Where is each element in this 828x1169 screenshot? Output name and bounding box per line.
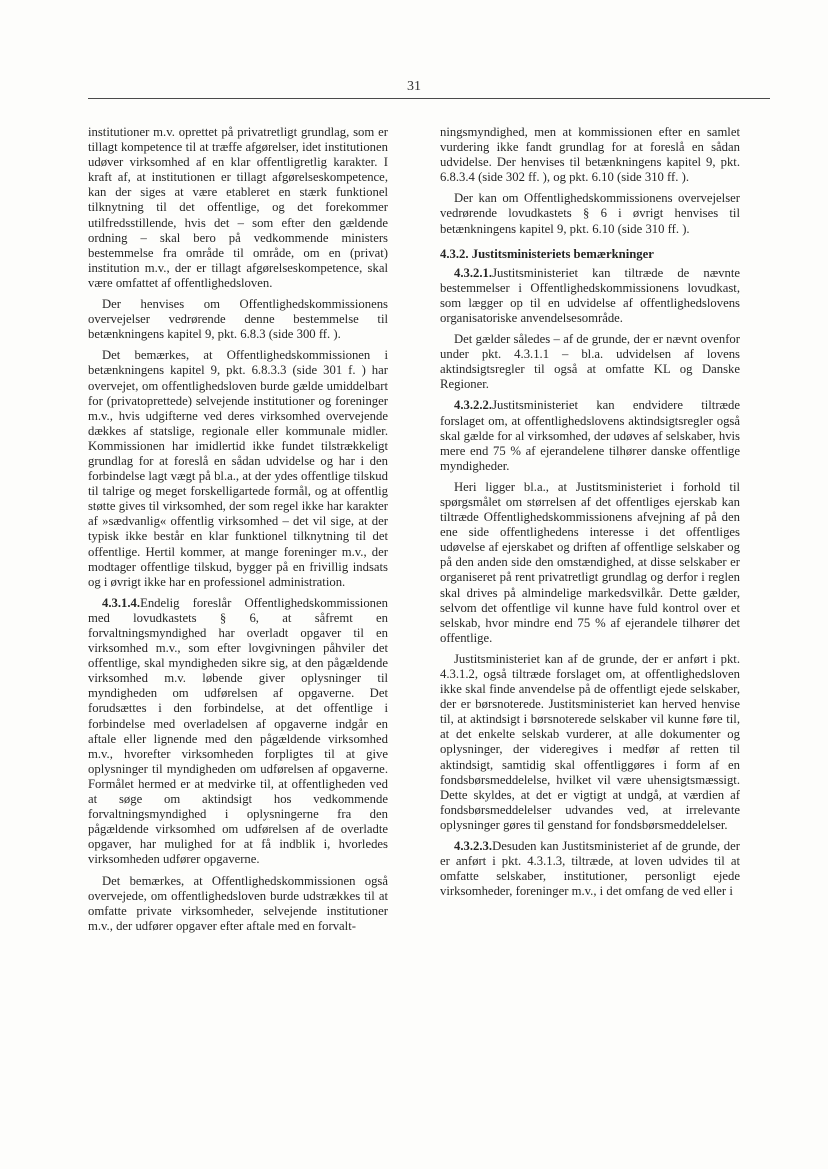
- section-paragraph: [88, 596, 388, 868]
- header-rule: [88, 98, 770, 99]
- paragraph-text: Endelig foreslår Offentlighedskommissionen med lovudkastets § 6, at såfremt en forvaltningsmyndighed har overladt opgaver til en virksomhed m.v., som efter lovgivningen påhviler det offentlige, skal myndigheden sikre sig, at den pågældende virksomhed m.v. løbende giver oplysninger til myndigheden om udførelsen af opgaverne. Det forudsættes i den forbindelse, at det offentlige i forbindelse med overladelsen af opgaverne indgår en aftale eller lignende med den pågældende virksomhed m.v., hvorefter virksomheden forpligtes til at give oplysninger til myndigheden om udførelsen af opgaverne. Formålet hermed er at medvirke til, at offentligheden ved at søge om aktindsigt hos vedkommende forvaltningsmyndighed i oplysningerne fra den pågældende virksomhed om udførelsen af de overladte opgaver, har mulighed for at få indblik i, hvorledes virksomheden udfører opgaverne.: [88, 595, 388, 867]
- section-paragraph: [440, 839, 740, 899]
- paragraph: Der kan om Offentlighedskommissionens overvejelser vedrørende lovudkastets § 6 i øvrigt henvises til betænkningens kapitel 9, pkt. 6.10 (side 310 ff. ).: [440, 191, 740, 236]
- section-number: 4.3.1.4.: [102, 595, 141, 610]
- paragraph: Det gælder således – af de grunde, der er nævnt ovenfor under pkt. 4.3.1.1 – bl.a. udvidelsen af lovens aktindsigtsregler til også at omfatte KL og Danske Regioner.: [440, 332, 740, 392]
- paragraph: Justitsministeriet kan af de grunde, der er anført i pkt. 4.3.1.2, også tiltræde forslaget om, at offentlighedsloven ikke skal finde anvendelse på de offentligt ejede selskaber, der er børsnoterede. Justitsministeriet kan herved henvise til, at aktindsigt i børsnoterede selskaber vil kunne føre til, at det enkelte selskab vurderer, at alle dokumenter og oplysninger, der videregives i medfør af retten til aktindsigt, samtidig skal offentliggøres i form af en fondsbørsmeddelelse, hvilket vil være uhensigtsmæssigt. Dette skyldes, at det er vigtigt at undgå, at værdien af fondsbørsmeddelelser udvandes ved, at irrelevante oplysninger gøres til genstand for fondsbørsmeddelelser.: [440, 651, 740, 832]
- paragraph-text: Justitsministeriet kan tiltræde de nævnte bestemmelser i Offentlighedskommissionens lovudkast, som lægger op til en udvidelse af offentlighedslovens organisatoriske anvendelsesområde.: [440, 265, 740, 325]
- section-number: 4.3.2.2.: [454, 398, 493, 413]
- right-column: [440, 125, 740, 905]
- paragraph-text: Justitsministeriet kan endvidere tiltræde forslaget om, at offentlighedslovens aktindsigtsregler også skal gælde for al virksomhed, der udøves af selskaber, hvis mere end 75 % af ejerandelene tilhører danske offentlige myndigheder.: [440, 398, 740, 473]
- section-paragraph: [440, 266, 740, 326]
- paragraph-text: Desuden kan Justitsministeriet af de grunde, der er anført i pkt. 4.3.1.3, tiltræde, at loven udvides til at omfatte selskaber, institutioner, personligt ejede virksomheder, foreninger m.v., i det omfang de ved eller i: [440, 839, 740, 899]
- paragraph: Heri ligger bl.a., at Justitsministeriet i forhold til spørgsmålet om størrelsen af det offentliges ejerskab kan tiltræde Offentlighedskommissionens afvejning af på den ene side offentlighedens interesse i det offentliges udøvelse af ejerskabet og driften af offentlige selskaber og på den anden side den omstændighed, at disse selskaber er organiseret på rent privatretligt grundlag og derfor i reglen skal drives på almindelige markedsvilkår. Dette gælder, selvom det offentlige vil kunne have fuld kontrol over et selskab, hvor mindre end 75 % af ejerandele tilhører det offentlige.: [440, 479, 740, 645]
- section-number: 4.3.2.3.: [454, 839, 493, 854]
- paragraph: Det bemærkes, at Offentlighedskommissionen i betænkningens kapitel 9, pkt. 6.8.3.3 (side 301 f. ) har overvejet, om offentlighedsloven burde gælde umiddelbart for (privatoprettede) selvejende institutioner og foreninger m.v., hvis udgifterne ved deres virksomhed overvejende dækkes af statslige, regionale eller kommunale midler. Kommissionen har imidlertid ikke fundet tilstrækkeligt grundlag for at foreslå en sådan udvidelse og har i den forbindelse lagt vægt på bl.a., at der ydes offentlige tilskud til talrige og meget forskelligartede formål, og at offentlig støtte gives til virksomhed, der som regel ikke har karakter af »sædvanlig« offentlig virksomhed – det vil sige, at der typisk ikke består en klar funktionel tilknytning til det offentlige. Hertil kommer, at mange foreninger m.v., der modtager offentlige tilskud, bygger på en frivillig indsats og i øvrigt ikke har en professionel administration.: [88, 348, 388, 589]
- section-paragraph: [440, 398, 740, 473]
- page-number: 31: [407, 79, 421, 94]
- paragraph: Der henvises om Offentlighedskommissionens overvejelser vedrørende denne bestemmelse til betænkningens kapitel 9, pkt. 6.8.3 (side 300 ff. ).: [88, 297, 388, 342]
- paragraph: ningsmyndighed, men at kommissionen efter en samlet vurdering ikke fandt grundlag for at foreslå en sådan udvidelse. Der henvises til betænkningens kapitel 9, pkt. 6.8.3.4 (side 302 ff. ), og pkt. 6.10 (side 310 ff. ).: [440, 125, 740, 185]
- section-heading: 4.3.2. Justitsministeriets bemærkninger: [440, 246, 654, 261]
- section-number: 4.3.2.1.: [454, 265, 493, 280]
- paragraph: institutioner m.v. oprettet på privatretligt grundlag, som er tillagt kompetence til at træffe afgørelser, idet institutionen udøver virksomhed af en klar offentligretlig karakter. I kraft af, at institutionen er tillagt afgørelseskompetence, kan der siges at være etableret en stærk funktionel tilknytning til det offentlige, og det forekommer utilfredsstillende, hvis det – som efter den gældende ordning – skal bero på vedkommende ministers bestemmelse fra område til område, om en (privat) institution m.v., der er tillagt afgørelseskompetence, skal være omfattet af offentlighedsloven.: [88, 125, 388, 290]
- left-column: [88, 125, 388, 940]
- paragraph: Det bemærkes, at Offentlighedskommissionen også overvejede, om offentlighedsloven burde udstrækkes til at omfatte private virksomheder, selvejende institutioner m.v., der udfører opgaver efter aftale med en forvalt-: [88, 873, 388, 933]
